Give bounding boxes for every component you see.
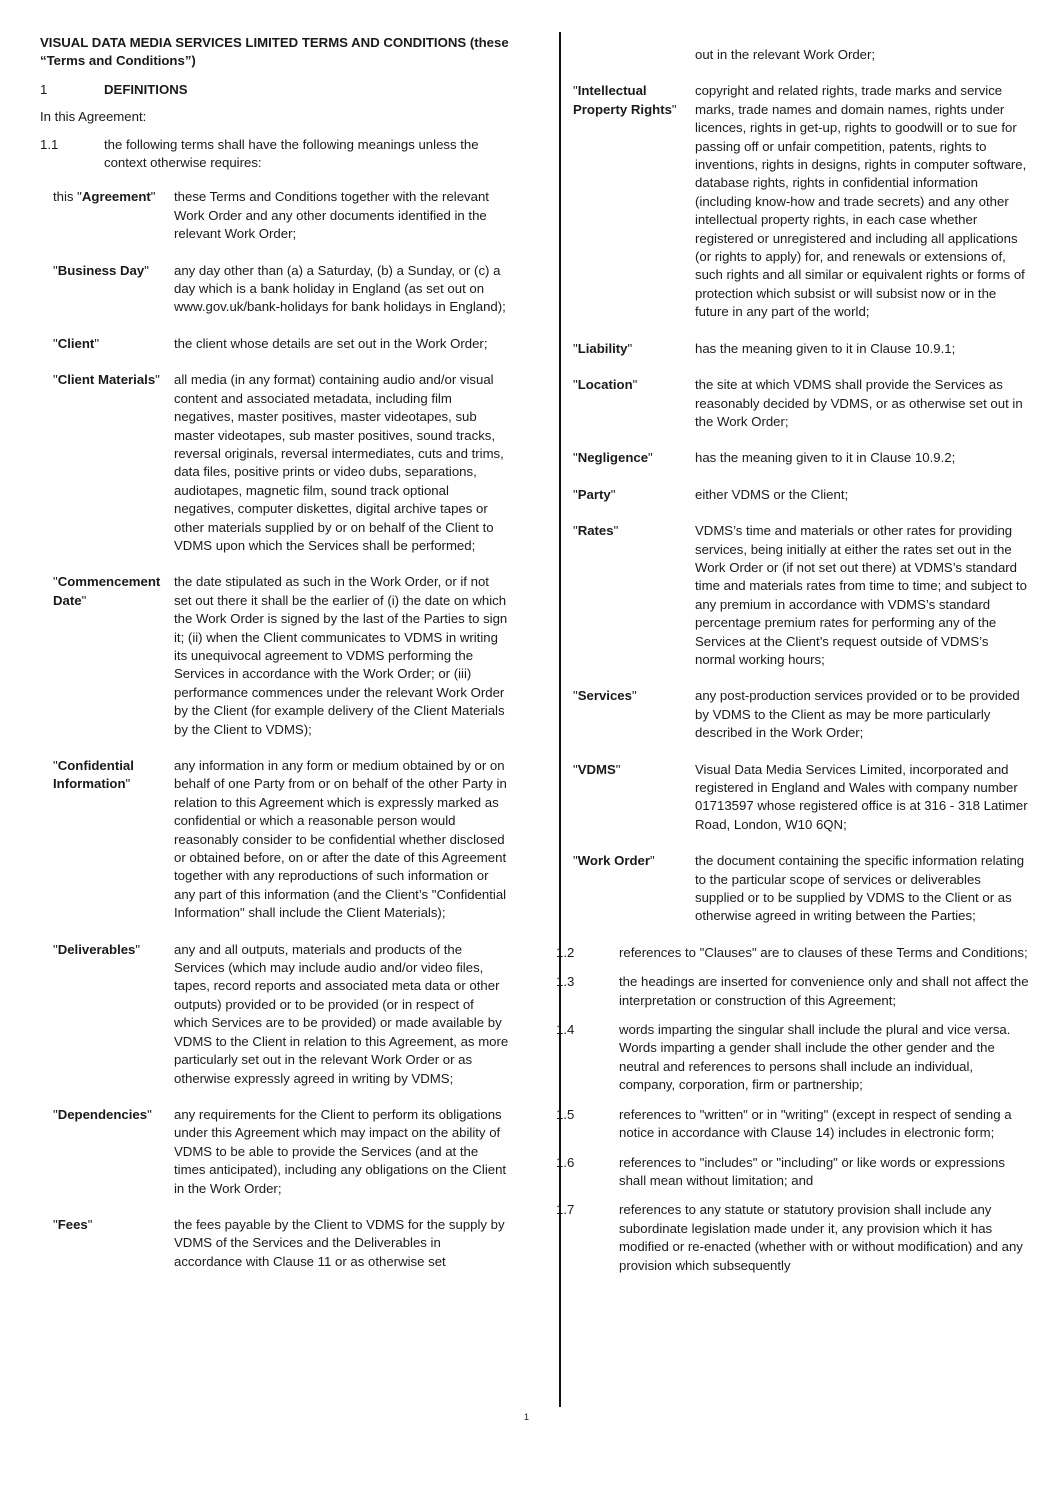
term-name: Party bbox=[577, 486, 611, 502]
term-quote-close: " bbox=[94, 335, 100, 351]
definition-meaning: any day other than (a) a Saturday, (b) a Sunday, or (c) a day which is a bank holiday in England (as set out on www.gov.uk/bank-holidays for bank holidays in England); bbox=[174, 262, 506, 315]
term-quote-close: " bbox=[81, 592, 87, 608]
definition-meaning: the site at which VDMS shall provide the Services as reasonably decided by VDMS, or as otherwise set out in the Work Order; bbox=[695, 377, 1023, 429]
term-quote-close: " bbox=[610, 486, 616, 502]
definition-meaning: has the meaning given to it in Clause 10.9.2; bbox=[695, 450, 956, 466]
term-quote-open: " bbox=[53, 758, 58, 773]
definition-meaning: Visual Data Media Services Limited, incorporated and registered in England and Wales with company number 01713597 whose registered office is at 316 - 318 Latimer Road, London, W10 6QN; bbox=[695, 761, 1028, 832]
fees-continuation: out in the relevant Work Order; bbox=[695, 47, 876, 62]
term-quote-open: " bbox=[573, 761, 578, 777]
definition-meaning: any requirements for the Client to perform its obligations under this Agreement which may impact on the ability of VDMS to be able to provide the Services (and at the times anticipated), including any obligations on the Client in the Work Order; bbox=[174, 1106, 507, 1196]
definition-meaning: any post-production services provided or to be provided by VDMS to the Client as may be more particularly described in the Work Order; bbox=[695, 688, 1020, 741]
definition-item bbox=[40, 1216, 510, 1271]
definition-meaning: the fees payable by the Client to VDMS for the supply by VDMS of the Services and the Deliverables in accordance with Clause 11 or as otherwise set bbox=[174, 1216, 505, 1269]
clause-text: the headings are inserted for convenience only and shall not affect the interpretation or construction of this Agreement; bbox=[619, 974, 1029, 1008]
definition-term bbox=[560, 376, 695, 431]
definition-item bbox=[560, 522, 1030, 669]
definition-meaning: VDMS’s time and materials or other rates for providing services, being initially at either the rates set out in the Work Order or (if not set out there) at VDMS’s standard time and materials rates from time to time; and subject to any premium in accordance with VDMS’s standard percentage premium rates for performing any of the Services at the Client’s request outside of VDMS’s normal working hours; bbox=[695, 523, 1028, 667]
term-name: Client Materials bbox=[57, 372, 156, 388]
definition-meaning: these Terms and Conditions together with the relevant Work Order and any other documents identified in the relevant Work Order; bbox=[174, 189, 489, 242]
definition-item bbox=[560, 449, 1030, 467]
clause-text: references to "Clauses" are to clauses of these Terms and Conditions; bbox=[619, 944, 1028, 960]
page-number: 1 bbox=[524, 1412, 530, 1422]
intro-text: In this Agreement: bbox=[40, 109, 147, 125]
term-quote-close: " bbox=[632, 377, 638, 393]
right-column bbox=[556, 46, 1030, 1286]
term-quote-close: " bbox=[155, 372, 160, 388]
term-quote-close: " bbox=[648, 450, 653, 466]
definition-term bbox=[40, 573, 174, 739]
definition-item bbox=[40, 757, 510, 923]
definition-item bbox=[560, 687, 1030, 742]
term-name: Services bbox=[577, 688, 632, 704]
definition-item bbox=[40, 371, 510, 555]
clause-text: words imparting the singular shall include the plural and vice versa. Words imparting a gender shall include the other gender and the neutral and references to persons shall include an individual, company, corporation, firm or partnership; bbox=[619, 1022, 1011, 1093]
term-name: Fees bbox=[57, 1216, 88, 1232]
term-quote-close: " bbox=[144, 262, 149, 278]
term-quote-open: " bbox=[53, 1216, 58, 1232]
term-quote-open: " bbox=[573, 377, 578, 393]
term-name: Client bbox=[57, 335, 95, 351]
definition-meaning: any and all outputs, materials and products of the Services (which may include audio and/or video files, tapes, record reports and associated meta data or other outputs) provided or to be provided (or in respect of which Services are to be provided) or made available by VDMS to the Client in relation to this Agreement, as more particularly set out in the relevant Work Order or as otherwise expressly agreed in writing by VDMS; bbox=[174, 941, 509, 1086]
section-label: DEFINITIONS bbox=[104, 81, 188, 97]
section-heading bbox=[40, 81, 510, 99]
clause-text: the following terms shall have the following meanings unless the context otherwise requires: bbox=[104, 136, 479, 171]
clauses-list bbox=[556, 944, 1030, 1275]
section-number: 1 bbox=[40, 81, 48, 97]
term-name: Negligence bbox=[577, 450, 649, 466]
clause-number: 1.2 bbox=[556, 944, 575, 960]
definition-term bbox=[560, 687, 695, 742]
term-quote-open: " bbox=[53, 372, 58, 388]
definition-term bbox=[40, 1216, 174, 1271]
term-quote-open: " bbox=[573, 83, 578, 99]
definition-term bbox=[40, 757, 174, 923]
term-quote-open: " bbox=[53, 335, 58, 351]
term-quote-close: " bbox=[650, 853, 655, 869]
term-quote-close: " bbox=[615, 761, 621, 777]
definition-item bbox=[560, 376, 1030, 431]
term-quote-close: " bbox=[125, 776, 131, 792]
definition-item bbox=[40, 573, 510, 739]
definition-term bbox=[560, 449, 695, 467]
clause-text: references to any statute or statutory provision shall include any subordinate legislation made under it, any provision which it has modified or re-enacted (whether with or without modification) and any provision which subsequently bbox=[619, 1202, 1023, 1273]
term-quote-open: " bbox=[573, 688, 578, 704]
clause-text: references to "written" or in "writing" (except in respect of sending a notice in accordance with Clause 14) includes in electronic form; bbox=[619, 1106, 1012, 1141]
definition-term bbox=[560, 340, 695, 358]
definition-item bbox=[560, 852, 1030, 926]
clause-text: references to "includes" or "including" or like words or expressions shall mean without limitation; and bbox=[619, 1154, 1005, 1188]
definition-meaning: any information in any form or medium obtained by or on behalf of one Party from or on behalf of the other Party in relation to this Agreement which is expressly marked as confidential or which a reasonable person would reasonably consider to be confidential whether disclosed or obtained before, on or after the date of this Agreement together with any reproductions of such information or any part of this information (and the Client’s "Confidential Information" shall include the Client Materials); bbox=[174, 758, 507, 921]
clause-item bbox=[556, 944, 1030, 962]
term-quote-close: " bbox=[631, 688, 637, 704]
term-quote-open: " bbox=[53, 1106, 58, 1122]
term-quote-open: " bbox=[573, 450, 578, 466]
clause-number: 1.5 bbox=[556, 1106, 575, 1122]
definition-item bbox=[560, 340, 1030, 358]
term-name: Intellectual Property Rights bbox=[573, 83, 672, 117]
definition-term bbox=[560, 522, 695, 669]
definition-term bbox=[560, 761, 695, 835]
definition-term bbox=[40, 262, 174, 317]
term-quote-open: " bbox=[53, 262, 58, 278]
definition-term bbox=[40, 1106, 174, 1198]
term-name: Dependencies bbox=[57, 1106, 148, 1122]
clause-1-1 bbox=[40, 136, 510, 173]
term-name: Work Order bbox=[577, 853, 650, 869]
definition-item bbox=[40, 335, 510, 353]
definition-term bbox=[40, 188, 174, 243]
definition-item bbox=[40, 188, 510, 243]
term-quote-open: this " bbox=[53, 189, 82, 205]
term-name: Business Day bbox=[57, 262, 145, 278]
term-quote-open: " bbox=[573, 523, 578, 539]
term-quote-close: " bbox=[87, 1216, 93, 1232]
definition-term bbox=[40, 335, 174, 353]
term-quote-close: " bbox=[150, 189, 156, 205]
definitions-list-right bbox=[560, 82, 1030, 925]
definition-term bbox=[560, 82, 695, 321]
definition-meaning: copyright and related rights, trade marks and service marks, trade names and domain names, rights under licences, rights in get-up, rights to goodwill or to sue for passing off or unfair competition, patents, rights to inventions, rights in designs, rights in computer software, database rights, rights in confidential information (including know-how and trade secrets) and any other intellectual property rights, in each case whether registered or unregistered and including all applications (or rights to apply) for, and renewals or extensions of, such rights and all similar or equivalent rights or forms of protection which subsist or will subsist now or in the future in any part of the world; bbox=[695, 83, 1027, 320]
clause-number: 1.1 bbox=[40, 136, 59, 152]
definition-meaning: either VDMS or the Client; bbox=[695, 486, 849, 502]
definition-term bbox=[40, 941, 174, 1088]
term-quote-open: " bbox=[53, 574, 58, 590]
definition-meaning: the date stipulated as such in the Work Order, or if not set out there it shall be the earlier of (i) the date on which the Work Order is signed by the last of the Parties to sign it; (ii) when the Client communicates to VDMS in writing its unequivocal agreement to VDMS performing the Services in accordance with the Work Order; or (iii) performance commences under the relevant Work Order by the Client (for example delivery of the Client Materials by the Client to VDMS); bbox=[174, 574, 508, 737]
clause-item bbox=[556, 973, 1030, 1010]
term-quote-open: " bbox=[53, 941, 58, 957]
definition-item bbox=[560, 486, 1030, 504]
definition-item bbox=[40, 1106, 510, 1198]
clause-item bbox=[556, 1154, 1030, 1191]
term-name: Rates bbox=[577, 523, 614, 539]
term-quote-close: " bbox=[671, 101, 677, 117]
term-quote-open: " bbox=[573, 340, 578, 356]
clause-number: 1.7 bbox=[556, 1202, 575, 1218]
term-quote-open: " bbox=[573, 853, 578, 869]
document-title: VISUAL DATA MEDIA SERVICES LIMITED TERMS AND CONDITIONS (these “Terms and Conditions”) bbox=[40, 35, 509, 69]
clause-item bbox=[556, 1021, 1030, 1095]
definition-term bbox=[40, 371, 174, 555]
term-name: Confidential Information bbox=[53, 758, 134, 792]
definition-item bbox=[40, 262, 510, 317]
term-quote-close: " bbox=[147, 1106, 152, 1122]
clause-number: 1.6 bbox=[556, 1154, 575, 1170]
clause-item bbox=[556, 1201, 1030, 1275]
clause-number: 1.4 bbox=[556, 1022, 575, 1038]
definition-term bbox=[560, 852, 695, 926]
left-column bbox=[40, 34, 510, 1289]
term-quote-open: " bbox=[573, 486, 578, 502]
definition-item bbox=[40, 941, 510, 1088]
clause-number: 1.3 bbox=[556, 974, 575, 990]
term-name: Deliverables bbox=[57, 941, 136, 957]
term-quote-close: " bbox=[613, 523, 619, 539]
definition-item bbox=[560, 82, 1030, 321]
term-name: Location bbox=[577, 377, 633, 393]
definition-meaning: the document containing the specific information relating to the particular scope of services or deliverables supplied or to be supplied by VDMS to the Client or as otherwise agreed in writing between the Parties; bbox=[695, 853, 1025, 924]
term-name: Commencement Date bbox=[53, 574, 161, 608]
term-name: VDMS bbox=[577, 761, 616, 777]
definition-meaning: has the meaning given to it in Clause 10.9.1; bbox=[695, 340, 956, 356]
clause-item bbox=[556, 1106, 1030, 1143]
definition-meaning: the client whose details are set out in the Work Order; bbox=[174, 335, 488, 351]
definition-meaning: all media (in any format) containing audio and/or visual content and associated metadata, including film negatives, master positives, master videotapes, sub master videotapes, sub master positives, sound tracks, reversal originals, reversal intermediates, cuts and trims, data files, positive prints or video dubs, separations, audiotapes, magnetic film, sound track optional negatives, computer diskettes, digital archive tapes or other materials supplied by or on behalf of the Client to VDMS upon which the Services shall be performed; bbox=[174, 372, 504, 553]
definitions-list-left bbox=[40, 188, 510, 1271]
term-quote-close: " bbox=[135, 941, 141, 957]
definition-item bbox=[560, 761, 1030, 835]
term-name: Agreement bbox=[81, 189, 151, 205]
definition-term bbox=[560, 486, 695, 504]
term-quote-close: " bbox=[627, 340, 633, 356]
term-name: Liability bbox=[577, 340, 628, 356]
